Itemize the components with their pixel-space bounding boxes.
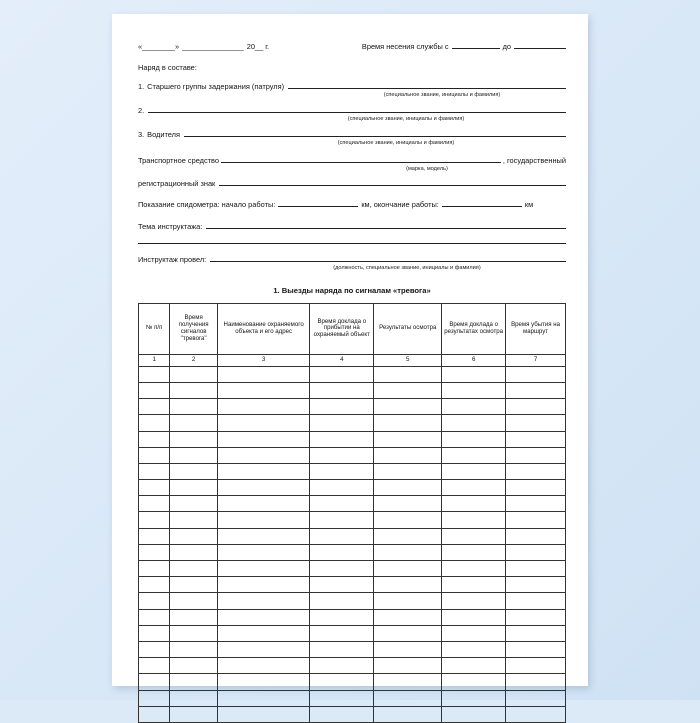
table-cell[interactable] <box>442 706 506 722</box>
table-cell[interactable] <box>170 706 218 722</box>
table-cell[interactable] <box>139 366 170 382</box>
date-field <box>138 42 269 52</box>
table-row[interactable] <box>139 415 566 431</box>
table-cell[interactable] <box>310 512 374 528</box>
column-number-5: 5 <box>374 354 442 366</box>
table-cell[interactable] <box>170 447 218 463</box>
date-year: 20__ г. <box>246 42 270 51</box>
squad-line-2-caption: (специальное звание, инициалы и фамилия) <box>347 116 465 123</box>
table-cell[interactable] <box>139 447 170 463</box>
table-header-cell-3: Наименование охраняемого объекта и его адрес <box>217 303 309 354</box>
table-cell[interactable] <box>442 415 506 431</box>
table-cell[interactable] <box>170 431 218 447</box>
table-row[interactable] <box>139 577 566 593</box>
table-row[interactable] <box>139 641 566 657</box>
briefing-by-blank <box>210 253 566 262</box>
table-row[interactable] <box>139 366 566 382</box>
odometer-line <box>138 198 566 210</box>
table-cell[interactable] <box>170 382 218 398</box>
table-cell[interactable] <box>374 366 442 382</box>
table-cell[interactable] <box>310 544 374 560</box>
table-cell[interactable] <box>170 480 218 496</box>
table-cell[interactable] <box>374 512 442 528</box>
squad-line-3-blank <box>184 128 566 137</box>
table-cell[interactable] <box>217 463 309 479</box>
duty-time-from-blank <box>452 40 500 49</box>
odometer-unit: км <box>524 200 534 210</box>
table-cell[interactable] <box>170 496 218 512</box>
table-column-number-row <box>139 354 566 366</box>
squad-line-2-num: 2. <box>138 106 145 116</box>
table-cell[interactable] <box>139 496 170 512</box>
table-cell[interactable] <box>139 593 170 609</box>
table-header-cell-1: № п/п <box>139 303 170 354</box>
table-cell[interactable] <box>310 496 374 512</box>
table-cell[interactable] <box>310 625 374 641</box>
table-cell[interactable] <box>442 593 506 609</box>
table-cell[interactable] <box>374 658 442 674</box>
table-cell[interactable] <box>374 431 442 447</box>
table-cell[interactable] <box>217 382 309 398</box>
table-cell[interactable] <box>170 528 218 544</box>
table-cell[interactable] <box>374 561 442 577</box>
column-number-1: 1 <box>139 354 170 366</box>
duty-time-label: Время несения службы с <box>361 42 449 51</box>
table-cell[interactable] <box>217 480 309 496</box>
table-row[interactable] <box>139 625 566 641</box>
table-cell[interactable] <box>374 609 442 625</box>
document-sheet <box>112 14 588 686</box>
table-cell[interactable] <box>170 463 218 479</box>
table-cell[interactable] <box>170 512 218 528</box>
table-cell[interactable] <box>442 480 506 496</box>
table-cell[interactable] <box>170 399 218 415</box>
briefing-by-caption: (должность, специальное звание, инициалы и фамилия) <box>333 265 481 272</box>
table-cell[interactable] <box>217 512 309 528</box>
table-cell[interactable] <box>506 706 566 722</box>
table-cell[interactable] <box>506 593 566 609</box>
table-cell[interactable] <box>170 544 218 560</box>
table-cell[interactable] <box>374 641 442 657</box>
table-header-cell-5: Результаты осмотра <box>374 303 442 354</box>
vehicle-plate-label: регистрационный знак <box>138 179 216 189</box>
table-cell[interactable] <box>374 415 442 431</box>
table-cell[interactable] <box>139 674 170 690</box>
table-cell[interactable] <box>506 512 566 528</box>
vehicle-label: Транспортное средство <box>138 156 219 166</box>
squad-line-3 <box>138 128 566 140</box>
table-row[interactable] <box>139 463 566 479</box>
table-cell[interactable] <box>170 366 218 382</box>
table-cell[interactable] <box>170 577 218 593</box>
table-cell[interactable] <box>139 625 170 641</box>
table-cell[interactable] <box>374 544 442 560</box>
table-cell[interactable] <box>217 415 309 431</box>
table-row[interactable] <box>139 399 566 415</box>
squad-line-3-caption: (специальное звание, инициалы и фамилия) <box>337 140 455 147</box>
table-cell[interactable] <box>217 609 309 625</box>
table-cell[interactable] <box>310 561 374 577</box>
table-cell[interactable] <box>310 399 374 415</box>
table-cell[interactable] <box>506 577 566 593</box>
squad-line-2-blank <box>148 104 566 113</box>
table-cell[interactable] <box>170 609 218 625</box>
squad-line-3-num: 3. <box>138 130 145 140</box>
table-cell[interactable] <box>139 641 170 657</box>
table-cell[interactable] <box>217 641 309 657</box>
odometer-mid: км, окончание работы: <box>361 200 439 210</box>
table-cell[interactable] <box>217 658 309 674</box>
table-cell[interactable] <box>442 674 506 690</box>
table-row[interactable] <box>139 674 566 690</box>
column-number-3: 3 <box>217 354 309 366</box>
table-cell[interactable] <box>442 382 506 398</box>
table-cell[interactable] <box>310 674 374 690</box>
table-cell[interactable] <box>442 544 506 560</box>
table-cell[interactable] <box>506 366 566 382</box>
table-cell[interactable] <box>374 463 442 479</box>
table-cell[interactable] <box>217 528 309 544</box>
briefing-by-label: Инструктаж провел: <box>138 255 207 265</box>
table-row[interactable] <box>139 496 566 512</box>
table-cell[interactable] <box>139 658 170 674</box>
table-cell[interactable] <box>217 447 309 463</box>
sorties-table <box>138 303 566 723</box>
table-cell[interactable] <box>506 463 566 479</box>
squad-line-3-label: Водителя <box>147 130 180 140</box>
table-cell[interactable] <box>374 674 442 690</box>
table-cell[interactable] <box>442 658 506 674</box>
column-number-2: 2 <box>170 354 218 366</box>
table-cell[interactable] <box>139 415 170 431</box>
table-cell[interactable] <box>139 609 170 625</box>
table-row[interactable] <box>139 593 566 609</box>
table-cell[interactable] <box>139 577 170 593</box>
table-cell[interactable] <box>170 641 218 657</box>
table-cell[interactable] <box>506 382 566 398</box>
table-row[interactable] <box>139 609 566 625</box>
table-cell[interactable] <box>442 641 506 657</box>
squad-line-1-num: 1. <box>138 81 145 91</box>
table-cell[interactable] <box>310 658 374 674</box>
squad-line-1-blank <box>288 80 566 89</box>
table-cell[interactable] <box>442 463 506 479</box>
table-cell[interactable] <box>374 625 442 641</box>
table-body <box>139 366 566 722</box>
vehicle-caption: (марка, модель) <box>406 166 448 173</box>
table-row[interactable] <box>139 512 566 528</box>
duty-time-to-blank <box>514 40 566 49</box>
table-cell[interactable] <box>442 366 506 382</box>
table-cell[interactable] <box>374 480 442 496</box>
table-cell[interactable] <box>442 496 506 512</box>
table-cell[interactable] <box>374 528 442 544</box>
column-number-6: 6 <box>442 354 506 366</box>
table-row[interactable] <box>139 690 566 706</box>
table-cell[interactable] <box>139 690 170 706</box>
table-cell[interactable] <box>506 496 566 512</box>
table-cell[interactable] <box>170 658 218 674</box>
table-cell[interactable] <box>506 625 566 641</box>
table-cell[interactable] <box>506 415 566 431</box>
table-cell[interactable] <box>442 690 506 706</box>
table-cell[interactable] <box>442 625 506 641</box>
squad-line-1-caption: (специальное звание, инициалы и фамилия) <box>383 91 501 98</box>
table-header-cell-2: Время получения сигналов "тревога" <box>170 303 218 354</box>
table-cell[interactable] <box>506 641 566 657</box>
table-header-cell-4: Время доклада о прибытии на охраняемый объект <box>310 303 374 354</box>
table-row[interactable] <box>139 706 566 722</box>
briefing-topic-line <box>138 220 566 232</box>
squad-line-2 <box>138 104 566 116</box>
column-number-7: 7 <box>506 354 566 366</box>
table-cell[interactable] <box>506 658 566 674</box>
table-cell[interactable] <box>139 706 170 722</box>
table-cell[interactable] <box>217 544 309 560</box>
briefing-by-line <box>138 253 566 265</box>
odometer-start-blank <box>278 198 358 207</box>
table-cell[interactable] <box>442 431 506 447</box>
table-cell[interactable] <box>139 512 170 528</box>
vehicle-blank <box>221 154 501 163</box>
table-cell[interactable] <box>310 480 374 496</box>
table-cell[interactable] <box>217 593 309 609</box>
table-cell[interactable] <box>374 706 442 722</box>
briefing-topic-blank-2 <box>138 235 566 244</box>
table-cell[interactable] <box>310 593 374 609</box>
table-cell[interactable] <box>310 528 374 544</box>
vehicle-line <box>138 154 566 166</box>
table-cell[interactable] <box>442 447 506 463</box>
table-cell[interactable] <box>139 463 170 479</box>
odometer-label: Показание спидометра: начало работы: <box>138 200 276 210</box>
table-cell[interactable] <box>442 561 506 577</box>
table-cell[interactable] <box>217 625 309 641</box>
table-cell[interactable] <box>506 431 566 447</box>
table-cell[interactable] <box>170 690 218 706</box>
table-cell[interactable] <box>442 512 506 528</box>
table-cell[interactable] <box>217 577 309 593</box>
briefing-topic-label: Тема инструктажа: <box>138 222 203 232</box>
table-cell[interactable] <box>506 528 566 544</box>
table-cell[interactable] <box>374 496 442 512</box>
table-cell[interactable] <box>506 447 566 463</box>
table-row[interactable] <box>139 431 566 447</box>
column-number-4: 4 <box>310 354 374 366</box>
vehicle-plate-line <box>138 177 566 189</box>
table-cell[interactable] <box>506 480 566 496</box>
table-cell[interactable] <box>139 528 170 544</box>
table-row[interactable] <box>139 382 566 398</box>
table-row[interactable] <box>139 528 566 544</box>
date-prefix: «________» <box>138 42 180 51</box>
table-cell[interactable] <box>310 577 374 593</box>
squad-line-1 <box>138 80 566 92</box>
vehicle-tail: , государственный <box>502 156 566 166</box>
table-cell[interactable] <box>217 431 309 447</box>
briefing-topic-blank-1 <box>206 220 566 229</box>
table-cell[interactable] <box>217 561 309 577</box>
table-cell[interactable] <box>170 561 218 577</box>
table-cell[interactable] <box>506 544 566 560</box>
table-cell[interactable] <box>217 496 309 512</box>
table-cell[interactable] <box>374 382 442 398</box>
table-cell[interactable] <box>374 577 442 593</box>
table-cell[interactable] <box>310 641 374 657</box>
table-cell[interactable] <box>139 431 170 447</box>
table-cell[interactable] <box>170 674 218 690</box>
table-cell[interactable] <box>310 431 374 447</box>
table-cell[interactable] <box>139 399 170 415</box>
date-middle: _______________ <box>182 42 244 51</box>
table-cell[interactable] <box>442 399 506 415</box>
table-cell[interactable] <box>217 366 309 382</box>
table-cell[interactable] <box>310 609 374 625</box>
table-cell[interactable] <box>310 366 374 382</box>
table-cell[interactable] <box>139 382 170 398</box>
table-cell[interactable] <box>442 577 506 593</box>
squad-line-1-label: Старшего группы задержания (патруля) <box>147 81 285 91</box>
table-cell[interactable] <box>310 447 374 463</box>
table-cell[interactable] <box>217 706 309 722</box>
table-cell[interactable] <box>506 561 566 577</box>
table-cell[interactable] <box>217 399 309 415</box>
table-cell[interactable] <box>374 447 442 463</box>
table-cell[interactable] <box>374 399 442 415</box>
table-cell[interactable] <box>506 609 566 625</box>
table-row[interactable] <box>139 544 566 560</box>
table-row[interactable] <box>139 447 566 463</box>
table-cell[interactable] <box>506 399 566 415</box>
table-row[interactable] <box>139 658 566 674</box>
table-cell[interactable] <box>442 528 506 544</box>
table-cell[interactable] <box>506 674 566 690</box>
table-header-row <box>139 303 566 354</box>
table-cell[interactable] <box>374 593 442 609</box>
header-row <box>138 40 566 52</box>
briefing-topic-line-2 <box>138 235 566 244</box>
table-row[interactable] <box>139 561 566 577</box>
table-cell[interactable] <box>310 463 374 479</box>
table-cell[interactable] <box>170 593 218 609</box>
table-cell[interactable] <box>442 609 506 625</box>
duty-time-to-label: до <box>502 42 511 51</box>
table-row[interactable] <box>139 480 566 496</box>
vehicle-plate-blank <box>219 177 566 186</box>
table-cell[interactable] <box>374 690 442 706</box>
table-cell[interactable] <box>506 690 566 706</box>
squad-label: Наряд в составе: <box>138 62 197 72</box>
table-header-cell-7: Время убытия на маршрут <box>506 303 566 354</box>
table-cell[interactable] <box>310 382 374 398</box>
table-cell[interactable] <box>139 544 170 560</box>
duty-time-field <box>362 40 566 52</box>
table-cell[interactable] <box>217 690 309 706</box>
table-cell[interactable] <box>310 690 374 706</box>
table-header-cell-6: Время доклада о результатах осмотра <box>442 303 506 354</box>
odometer-end-blank <box>442 198 522 207</box>
table-cell[interactable] <box>217 674 309 690</box>
table-cell[interactable] <box>310 706 374 722</box>
table-title: 1. Выезды наряда по сигналам «тревога» <box>273 285 431 295</box>
table-cell[interactable] <box>170 415 218 431</box>
table-cell[interactable] <box>139 480 170 496</box>
table-cell[interactable] <box>170 625 218 641</box>
table-cell[interactable] <box>310 415 374 431</box>
table-cell[interactable] <box>139 561 170 577</box>
